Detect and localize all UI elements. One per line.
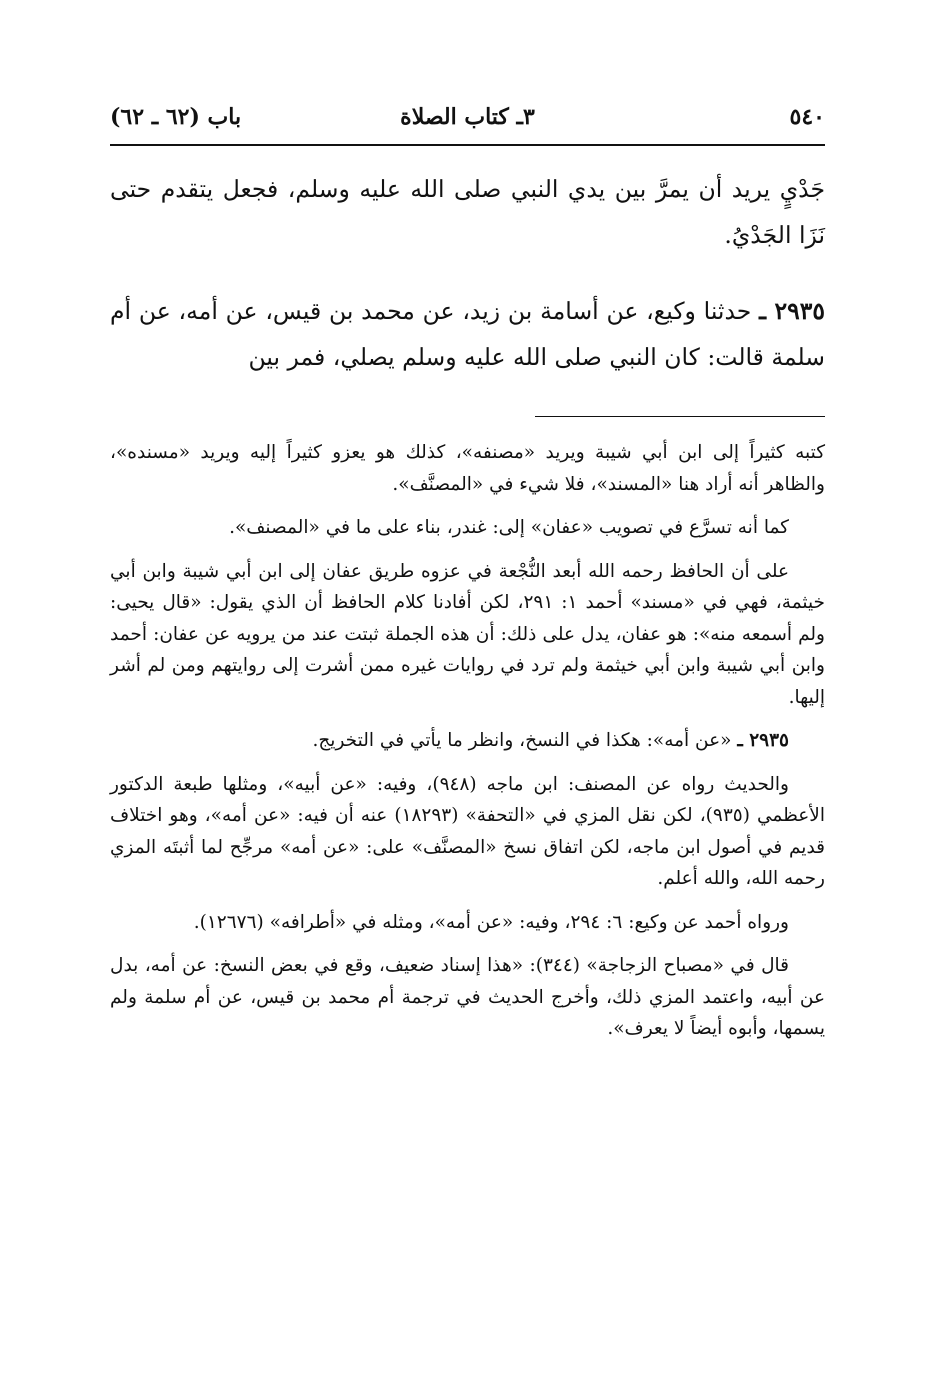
main-text (110, 166, 825, 380)
footnotes (110, 437, 825, 1045)
hadith-number: ٢٩٣٥ ـ (759, 297, 825, 325)
footnote-paragraph: كتبه كثيراً إلى ابن أبي شيبة ويريد «مصنفه»، كذلك هو يعزو كثيراً إليه ويريد «مسنده»، والظاهر أنه أراد هنا «المسند»، فلا شيء في «المصنَّف». (110, 442, 825, 495)
footnote-paragraph: كما أنه تسرَّع في تصويب «عفان» إلى: غندر، بناء على ما في «المصنف». (229, 517, 789, 538)
footnote-paragraph: على أن الحافظ رحمه الله أبعد النُّجْعة في عزوه طريق عفان إلى ابن أبي شيبة وابن أبي خيثمة، فهي في «مسند» أحمد ١: ٢٩١، لكن أفادنا كلام الحافظ أن الذي يقول: «قال يحيى: ولم أسمعه منه»: هو عفان، يدل على ذلك: أن هذه الجملة ثبتت عند من يرويه عن عفان: أحمد وابن أبي شيبة وابن أبي خيثمة ولم ترد في روايات غيره ممن أشرت إلى روايتهم ومن لم أشر إليها. (110, 560, 825, 708)
footnote-separator (535, 416, 825, 417)
book-title: ٣ـ كتاب الصلاة (400, 104, 535, 130)
footnote-paragraph: قال في «مصباح الزجاجة» (٣٤٤): «هذا إسناد ضعيف، وقع في بعض النسخ: عن أمه، بدل عن أبيه، واعتمد المزي ذلك، وأخرج الحديث في ترجمة أم محمد بن قيس، عن أم سلمة ولم يسمها، وأبوه أيضاً لا يعرف». (110, 955, 825, 1039)
hadith-text: حدثنا وكيع، عن أسامة بن زيد، عن محمد بن قيس، عن أمه، عن أم سلمة قالت: كان النبي صلى الله عليه وسلم يصلي، فمر بين (110, 297, 825, 371)
chapter-title: باب (٦٢ ـ ٦٢) (110, 104, 242, 130)
footnote-paragraph (110, 725, 825, 757)
hadith-paragraph (110, 288, 825, 380)
page-number: ٥٤٠ (789, 104, 825, 130)
header-rule (110, 144, 825, 146)
footnote-paragraph: ورواه أحمد عن وكيع: ٦: ٢٩٤، وفيه: «عن أمه»، ومثله في «أطرافه» (١٢٦٧٦). (193, 911, 789, 933)
running-header (110, 100, 825, 136)
footnote-number: ٢٩٣٥ ـ (737, 730, 789, 751)
book-page (110, 100, 825, 1057)
footnote-paragraph: والحديث رواه عن المصنف: ابن ماجه (٩٤٨)، وفيه: «عن أبيه»، ومثلها طبعة الدكتور الأعظمي (٩٣٥)، لكن نقل المزي في «التحفة» (١٨٢٩٣) عنه أن فيه: «عن أمه»، وهو اختلاف قديم في أصول ابن ماجه، لكن اتفاق نسخ «المصنَّف» على: «عن أمه» مرجِّح لما أثبتَه المزي رحمه الله، والله أعلم. (110, 773, 825, 889)
main-paragraph: جَدْيٍ يريد أن يمرَّ بين يدي النبي صلى الله عليه وسلم، فجعل يتقدم حتى نَزَا الجَدْيُ. (110, 175, 825, 249)
footnote-text: «عن أمه»: هكذا في النسخ، وانظر ما يأتي في التخريج. (312, 730, 732, 751)
